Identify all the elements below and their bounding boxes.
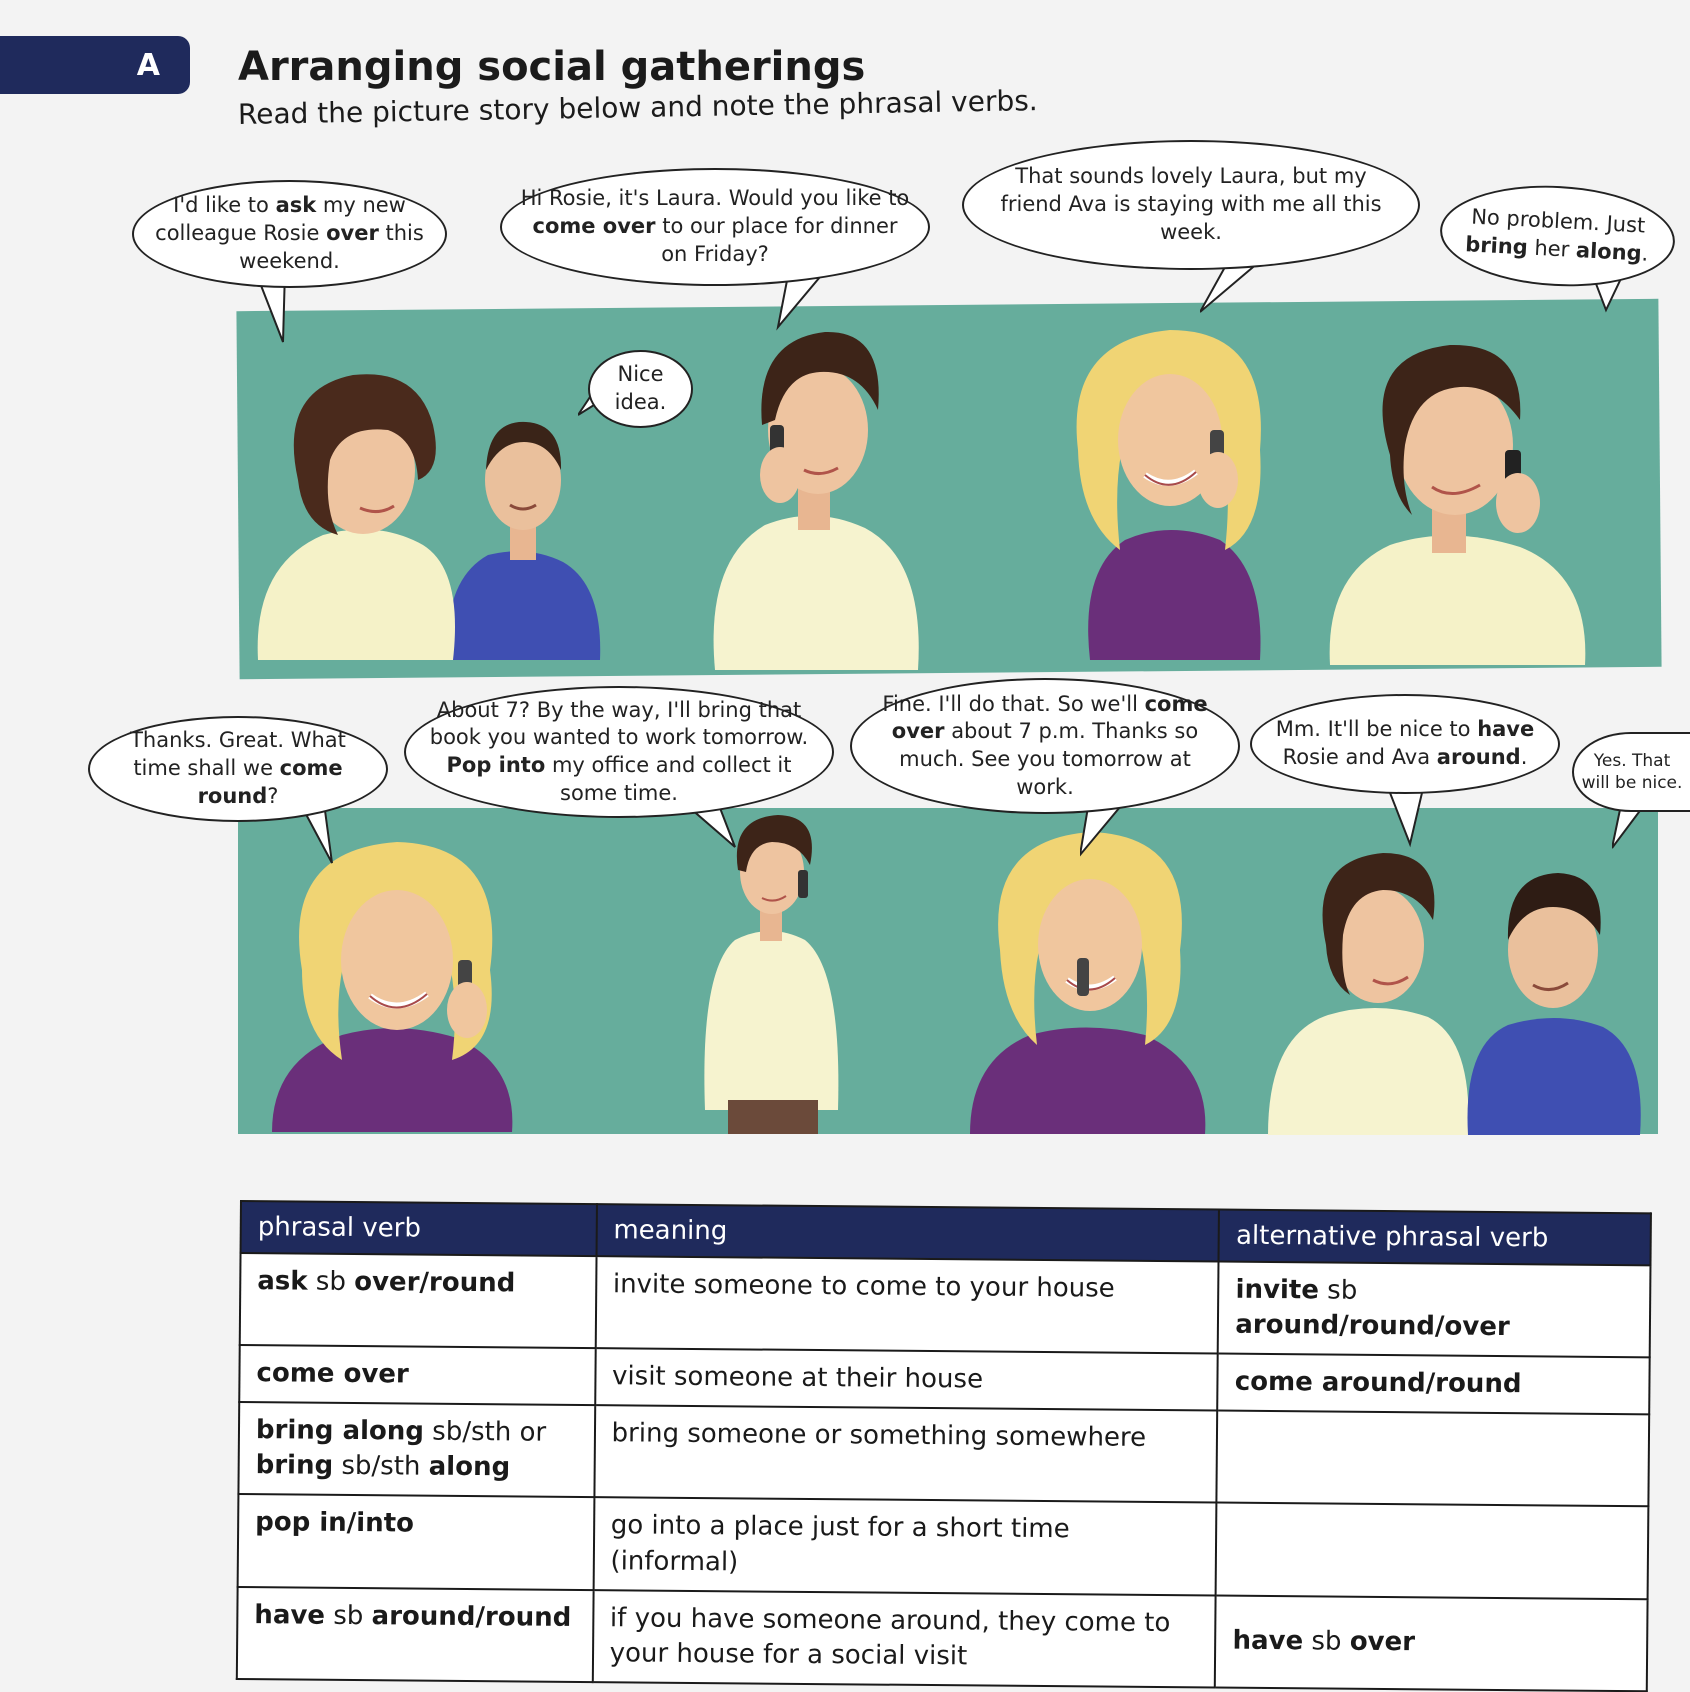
- speech-bubble-10: [1572, 732, 1690, 812]
- bubble-7-text: About 7? By the way, I'll bring that book you wanted to work tomorrow. Pop into my office and collect it some time.: [429, 697, 809, 805]
- illustration-laura-and-partner-2: [1268, 835, 1648, 1135]
- speech-bubble-6: [88, 716, 388, 822]
- bubble-9-text: Mm. It'll be nice to have Rosie and Ava around.: [1275, 717, 1535, 769]
- bubble-1-text: I'd like to ask my new colleague Rosie over this weekend.: [155, 193, 424, 273]
- speech-bubble-5: [1438, 180, 1678, 292]
- cell-phrasal-verb: come over: [239, 1345, 595, 1405]
- bubble-10-text: Yes. That will be nice.: [1581, 750, 1683, 793]
- header-alternative: alternative phrasal verb: [1219, 1210, 1651, 1266]
- bubble-6-text: Thanks. Great. What time shall we come round?: [130, 728, 346, 808]
- illustration-rosie-standing: [690, 810, 850, 1134]
- bubble-4-text: That sounds lovely Laura, but my friend Ava is staying with me all this week.: [1000, 164, 1382, 244]
- phrasal-verb-table: [236, 1200, 1652, 1692]
- illustration-blonde-woman-phone: [1050, 300, 1290, 660]
- cell-meaning: visit someone at their house: [595, 1348, 1218, 1411]
- cell-meaning: if you have someone around, they come to your house for a social visit: [592, 1590, 1215, 1688]
- speech-bubble-3: [500, 168, 930, 286]
- speech-bubble-2: [588, 350, 693, 428]
- section-letter: A: [136, 47, 160, 83]
- illustration-laura-and-partner: [248, 330, 628, 670]
- table-row: [240, 1253, 1651, 1357]
- cell-alternative: come around/round: [1218, 1354, 1650, 1415]
- bubble-8-text: Fine. I'll do that. So we'll come over about 7 p.m. Thanks so much. See you tomorrow at work.: [882, 691, 1208, 799]
- table-row: [238, 1402, 1649, 1506]
- cell-meaning: bring someone or something somewhere: [594, 1405, 1217, 1503]
- bubble-3-text: Hi Rosie, it's Laura. Would you like to come over to our place for dinner on Friday?: [520, 186, 910, 266]
- illustration-laura-phone: [1320, 325, 1650, 665]
- bubble-5-text: No problem. Just bring her along.: [1464, 204, 1649, 266]
- cell-phrasal-verb: bring along sb/sth or bring sb/sth along: [238, 1402, 594, 1497]
- speech-bubble-1: [132, 180, 447, 288]
- cell-alternative: invite sb around/round/over: [1218, 1262, 1650, 1358]
- speech-bubble-7: [404, 686, 834, 818]
- cell-phrasal-verb: have sb around/round: [237, 1587, 593, 1682]
- section-instruction: Read the picture story below and note the phrasal verbs.: [237, 84, 1038, 131]
- header-phrasal-verb: phrasal verb: [241, 1201, 597, 1256]
- bubble-2-text: Nice idea.: [614, 362, 667, 414]
- cell-phrasal-verb: ask sb over/round: [240, 1253, 596, 1348]
- cell-alternative: [1217, 1411, 1649, 1507]
- cell-phrasal-verb: pop in/into: [238, 1494, 594, 1589]
- speech-bubble-8: [850, 678, 1240, 814]
- illustration-rosie-phone: [700, 310, 930, 670]
- table-row: [237, 1587, 1648, 1691]
- speech-bubble-4: [962, 140, 1420, 270]
- cell-alternative: have sb over: [1215, 1595, 1647, 1691]
- cell-alternative: [1216, 1503, 1648, 1599]
- cell-meaning: go into a place just for a short time (informal): [593, 1498, 1216, 1596]
- section-badge: [0, 36, 190, 94]
- cell-meaning: invite someone to come to your house: [595, 1256, 1218, 1354]
- table-row: [238, 1494, 1649, 1598]
- header-meaning: meaning: [596, 1204, 1219, 1261]
- speech-bubble-9: [1250, 694, 1560, 794]
- section-title: Arranging social gatherings: [238, 44, 866, 90]
